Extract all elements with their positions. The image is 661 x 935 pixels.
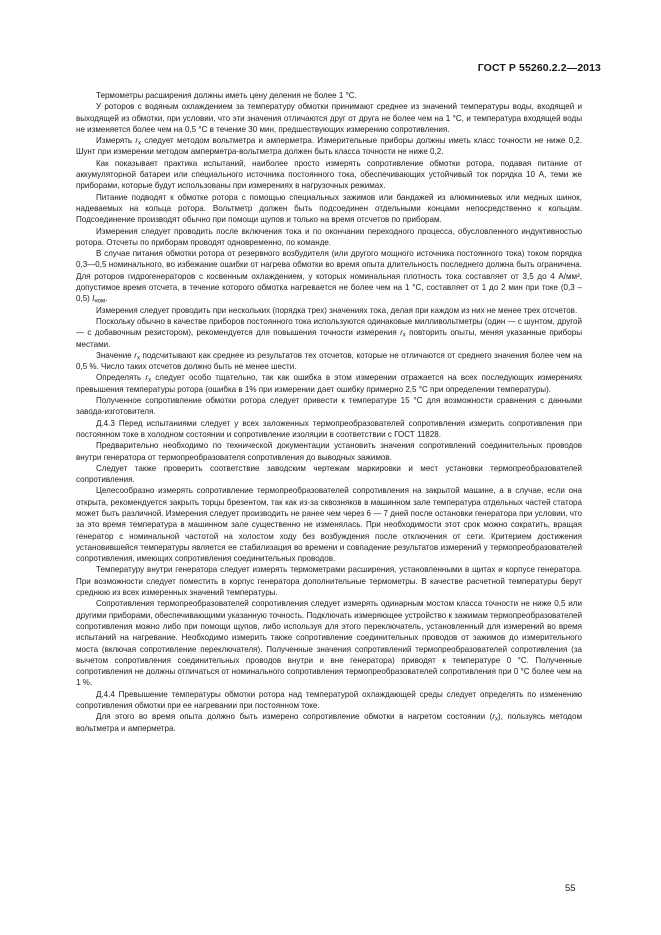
paragraph: В случае питания обмотки ротора от резервного возбудителя (или другого мощного источника постоянного тока) током порядка 0,3—0,5 номинального, во избежание ошибки от нагрева обмотки во время опыта длительность последнего должна быть ограничена. Для роторов гидрогенераторов с косвенным охлаждением, у которых номинальная плотность тока составляет от 3,5 до 4 А/мм², допустимое время отсчета, в течение которого обмотка нагревается не более чем на 1 °С, составляет от 1 до 2 мин при токе (0,3 – 0,5) $I_{ном}$. xyxy=(76,249,582,305)
paragraph: Измерения следует проводить при нескольких (порядка трех) значениях тока, делая при каждом из них не менее трех отсчетов. xyxy=(96,305,578,315)
paragraph: Измерять $r_x$ следует методом вольтметра и амперметра. Измерительные приборы должны иметь класс точности не ниже 0,2. Шунт при измерении методом амперметра-вольтметра должен быть класса точности не ниже 0,2. xyxy=(76,136,582,157)
paragraph: Д.4.4 Превышение температуры обмотки ротора над температурой охлаждающей среды следует определять по изменению сопротивления обмотки при ее нагревании при постоянном токе. xyxy=(76,689,582,711)
paragraph: Предварительно необходимо по технической документации установить значения сопротивлений соединительных проводов внутри генератора от термопреобразователя сопротивления до выводных зажимов. xyxy=(76,441,582,462)
paragraph: У роторов с водяным охлаждением за температуру обмотки принимают среднее из значений температуры воды, входящей и выходящей из обмотки, при условии, что эти значения отличаются друг от друга не более чем на 1 °С, и температура входящей воды не изменяется более чем на 0,5 °С в течение 30 мин, предшествующих измерению сопротивления. xyxy=(76,102,582,134)
subscript: x xyxy=(148,377,152,384)
variable: r xyxy=(135,136,138,146)
variable: I xyxy=(92,294,95,304)
paragraph: Значение $r_x$ подсчитывают как среднее из результатов тех отсчетов, которые не отличаются от среднего значения более чем на 0,5 %. Число таких отсчетов должно быть не менее шести. xyxy=(76,350,583,372)
subscript: x xyxy=(495,716,498,723)
paragraph: Термометры расширения должны иметь цену деления не более 1 °С. xyxy=(96,91,357,100)
standard-header: ГОСТ Р 55260.2.2—2013 xyxy=(477,62,601,74)
subscript: x xyxy=(136,355,140,362)
variable: r xyxy=(492,712,495,722)
subscript: ном xyxy=(94,298,106,305)
subscript: x xyxy=(402,332,406,339)
paragraph: Питание подводят к обмотке ротора с помощью специальных зажимов или бандажей из алюминиевых или медных шинок, надеваемых на кольца ротора. Вольтметр должен быть подсоединен отдельными концами непосредственно к кольцам. Подсоединение производят обычно при помощи щупов и только на время отсчетов по приборам. xyxy=(76,192,582,225)
page-number: 55 xyxy=(565,883,576,894)
paragraph: Д.4.3 Перед испытаниями следует у всех заложенных термопреобразователей сопротивления измерить сопротивления при постоянном токе в холодном состоянии и сопротивление изоляции в соответствии с ГОСТ 11828. xyxy=(76,418,582,439)
paragraph: Как показывает практика испытаний, наиболее просто измерять сопротивление обмотки ротора, подавая питание от аккумуляторной батареи или специального источника постоянного тока, обеспечивающих устойчивый ток порядка 10 А, теми же приборами, которые будут использованы при измерениях в нагрузочных режимах. xyxy=(76,158,582,191)
paragraph: Измерения следует проводить после включения тока и по окончании переходного процесса, обусловленного индуктивностью ротора. Отсчеты по приборам проводят одновременно, по команде. xyxy=(76,226,582,247)
paragraph: Полученное сопротивление обмотки ротора следует привести к температуре 15 °С для возможности сравнения с данными завода-изготовителя. xyxy=(76,396,582,417)
paragraph: Температуру внутри генератора следует измерять термометрами расширения, установленными в щитах и корпусе генератора. При возможности следует поместить в корпус генератора дополнительные термометры. В качестве расчетной температуры берут среднюю из всех измеренных значений температуры. xyxy=(76,565,582,598)
variable: r xyxy=(134,350,137,360)
paragraph: Поскольку обычно в качестве приборов постоянного тока используются одинаковые милливольтметры (один — с шунтом, другой — с добавочным резистором), рекомендуется для повышения точности измерения $r_x$ повторить опыты, меняя указанные приборы местами. xyxy=(76,316,582,349)
paragraph: Сопротивления термопреобразователей сопротивления следует измерять одинарным мостом класса точности не ниже 0,5 или другими приборами, обеспечивающими указанную точность. Подключать измеряющее устройство к зажимам термопреобразователей сопротивления можно либо при помощи щупов, либо используя для этого переключатель, установленный для измерений во время испытаний на нагревание. Необходимо измерить также сопротивление соединительных проводов от зажимов до измерительного моста (включая сопротивление переключателя). Полученные значения сопротивлений термопреобразователей сопротивления (за вычетом сопротивления соединительных проводов внутри и вне генератора) приводят к температуре 0 °С. Полученные сопротивления не должны отличаться от номинального сопротивления термопреобразователей сопротивления при 0 °С более чем на 1 %. xyxy=(76,599,582,688)
variable: r xyxy=(145,373,149,383)
variable: r xyxy=(400,328,403,338)
paragraph: Целесообразно измерять сопротивление термопреобразователей сопротивления на закрытой машине, а в случае, если она открыта, рекомендуется закрыть торцы брезентом, так как из-за сквозняков в машинном зале температура отдельных частей статора может быть различной. Измерения следует производить не ранее чем через 6 — 7 дней после остановки генератора при условии, что за это время температура в машинном зале существенно не изменялась. При необходимости этот срок можно сократить, вращая генератор с номинальной частотой на холостом ходу без возбуждения после отключения от сети. Критерием достижения установившейся температуры является ее стабилизация во времени и совпадение результатов измерений у термопреобразователей сопротивления, имеющих сопротивления соединительных проводов. xyxy=(76,486,582,564)
document-body xyxy=(76,90,582,734)
paragraph: Определять $r_x$ следует особо тщательно, так как ошибка в этом измерении отражается на всех последующих измерениях превышения температуры ротора (ошибка в 1% при измерении дает ошибку примерно 2,5 °С при определении температуры). xyxy=(76,373,582,394)
paragraph: Следует также проверить соответствие заводским чертежам маркировки и мест установки термопреобразователей сопротивления. xyxy=(76,463,582,485)
paragraph: Для этого во время опыта должно быть измерено сопротивление обмотки в нагретом состоянии $(r_x)$, пользуясь методом вольтметра и амперметра. xyxy=(76,712,583,733)
subscript: x xyxy=(138,140,141,147)
